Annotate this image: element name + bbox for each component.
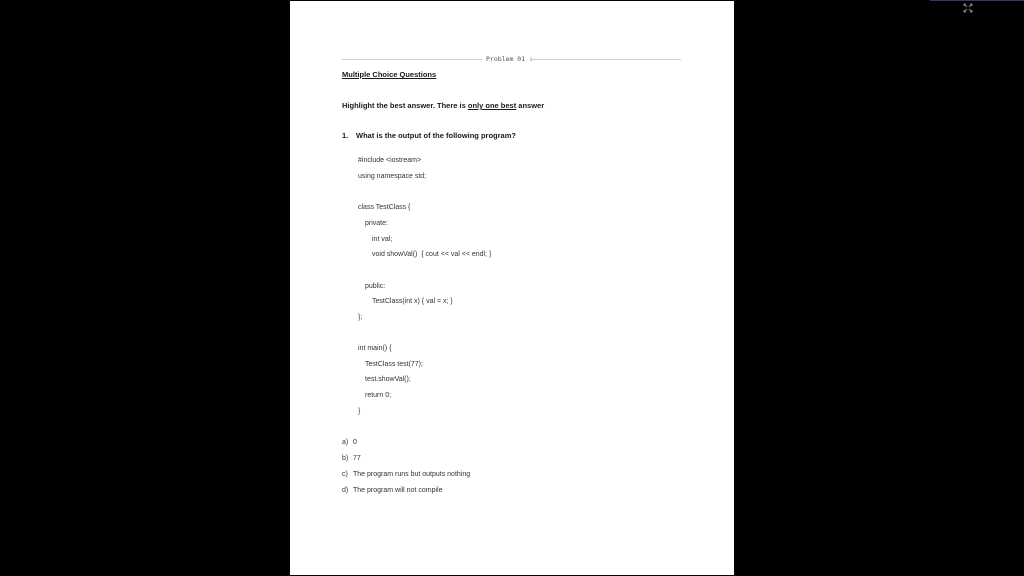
code-line: TestClass test(77); <box>365 361 423 368</box>
code-line: #include <iostream> <box>358 157 422 164</box>
divider-left <box>342 59 482 60</box>
problem-label: Problem 01 : <box>486 55 533 63</box>
expand-icon[interactable] <box>962 2 974 13</box>
code-line: public: <box>365 283 386 290</box>
code-line: using namespace std; <box>358 173 427 180</box>
code-line: int val; <box>372 236 393 243</box>
document-page <box>290 1 734 575</box>
window-accent-line <box>930 0 1024 1</box>
code-line: } <box>358 408 361 415</box>
code-line: TestClass(int x) { val = x; } <box>372 298 453 305</box>
code-line: return 0; <box>365 392 392 399</box>
option-letter-d: d) <box>342 487 349 494</box>
option-text-a: 0 <box>353 439 357 446</box>
divider-right <box>530 59 681 60</box>
code-line: class TestClass { <box>358 204 411 211</box>
section-title: Multiple Choice Questions <box>342 70 437 79</box>
code-line: }; <box>358 314 363 321</box>
option-letter-a: a) <box>342 439 349 446</box>
question-text: What is the output of the following program? <box>356 131 516 140</box>
instructions-part2: answer <box>516 101 545 110</box>
option-text-d: The program will not compile <box>353 487 443 494</box>
instructions-part1: Highlight the best answer. There is <box>342 101 468 110</box>
option-letter-b: b) <box>342 455 349 462</box>
code-line: int main() { <box>358 345 392 352</box>
option-letter-c: c) <box>342 471 348 478</box>
option-text-b: 77 <box>353 455 361 462</box>
instructions <box>342 101 544 110</box>
code-line: void showVal() { cout << val << endl; } <box>372 251 492 258</box>
code-line: private: <box>365 220 388 227</box>
instructions-emphasis: only one best <box>467 101 517 110</box>
question-number: 1. <box>342 131 349 140</box>
option-text-c: The program runs but outputs nothing <box>353 471 471 478</box>
code-line: test.showVal(); <box>365 376 411 383</box>
